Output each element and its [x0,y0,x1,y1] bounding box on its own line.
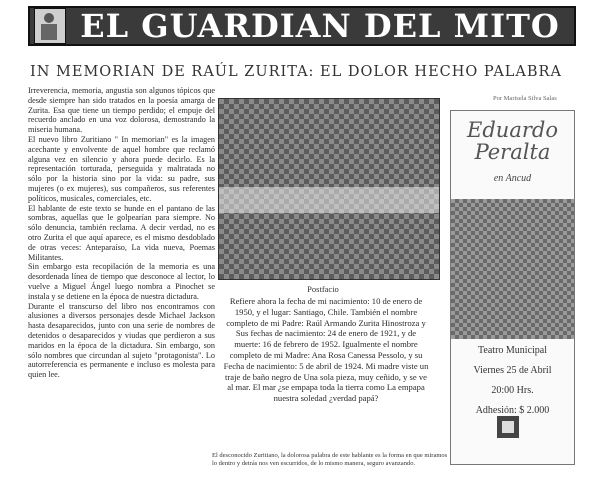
ad-info [451,341,574,421]
paragraph: El nuevo libro Zuritiano " In memorian" es la imagen acechante y envolvente de aquel hombre que reclamó alguna vez en silencio y ahora puede decirlo. Es la representación torturada, perseguida y maltratada no sólo por la historia sino por la vida: su padre, sus mujeres (o ex mujeres), sus compañeros, sus referentes políticos, musicales, comerciales, etc. [28,134,215,203]
paragraph: Irreverencia, memoria, angustia son algunos tópicos que desde siempre han sido tratados en la poesía amarga de Zurita. Esa que tiene un tiempo perdido; el empuje del recuerdo anclado en una voz dolorosa, demostrando la miseria humana. [28,86,215,135]
paragraph: El hablante de este texto se hunde en el pantano de las sombras, aquellas que le golpearían para siempre. No sólo denuncia, también reclama. A decir verdad, no es otro Zurita el que aquí aparece, es el mismo desdoblado de otras veces: Anteparaíso, La vida nueva, Poemas Militantes. [28,203,215,262]
ad-photo [451,199,574,339]
paragraph: Durante el transcurso del libro nos encontramos con alusiones a diversos personajes desde Michael Jackson hasta desaparecidos, junto con una serie de nombres de detenidos o desaparecidos y viudas que perdieron a sus maridos en la época de la dictadura. Sin embargo, son sólo nombres que circundan al sujeto "protagonista". Lo autorreferencia es permanente e incluso es molesta para quien lee. [28,301,215,380]
photo-caption: Postfacio [307,284,339,294]
left-column [28,86,215,380]
masthead [28,6,576,46]
article-headline: IN MEMORIAN DE RAÚL ZURITA: EL DOLOR HECHO PALABRA [30,64,562,80]
paragraph: Sin embargo esta recopilación de la memoria es una desordenada línea de tiempo que desconoce al lector, lo vuelve a Miguel Ángel luego nombra a Pinochet se instala y se detiene en la época de nuestra dictadura. [28,262,215,301]
ad-logo-icon [497,416,519,438]
article-photo [218,98,440,280]
ad-artist-name [451,119,574,163]
ad-name-line: Eduardo [467,118,558,142]
ad-venue: Teatro Municipal [478,345,547,356]
ad-name-line: Peralta [474,140,551,164]
ad-price: Adhesión: $ 2.000 [475,405,550,416]
photo-highlight [219,187,439,213]
byline: Por Marisela Silva Salas [493,95,557,102]
concert-advertisement [450,110,575,465]
middle-column [222,296,430,404]
ad-subtitle: en Ancud [493,173,532,184]
masthead-title: EL GUARDIAN DEL MITO [80,7,560,45]
paragraph: Refiere ahora la fecha de mi nacimiento: 10 de enero de 1950, y el lugar: Santiago, Chile. También el nombre completo de mi Padre: Raúl Armando Zurita Hinostroza y Sus fechas de nacimiento: 24 de enero de 1921, y de muerte: 16 de febrero de 1952. Igualmente el nombre completo de mi Madre: Ana Rosa Canessa Pessolo, y su Fecha de nacimiento: 5 de abril de 1924. Mi madre viste un traje de baño negro de Una sola pieza, muy ceñido, y se ve al mar. El mar ¿se empapa toda la tierra como La empapa nuestra soledad ¿verdad papá? [223,296,429,404]
footnote: El desconocido Zuritiano, la dolorosa palabra de este hablante es la forma en que miramos lo dentro y detrás nos ven escurridos, de lo mismo manera, seguro avanzando. [212,452,448,467]
ad-time: 20:00 Hrs. [491,385,534,396]
masthead-figure-icon [34,8,66,44]
ad-date: Viernes 25 de Abril [473,365,552,376]
